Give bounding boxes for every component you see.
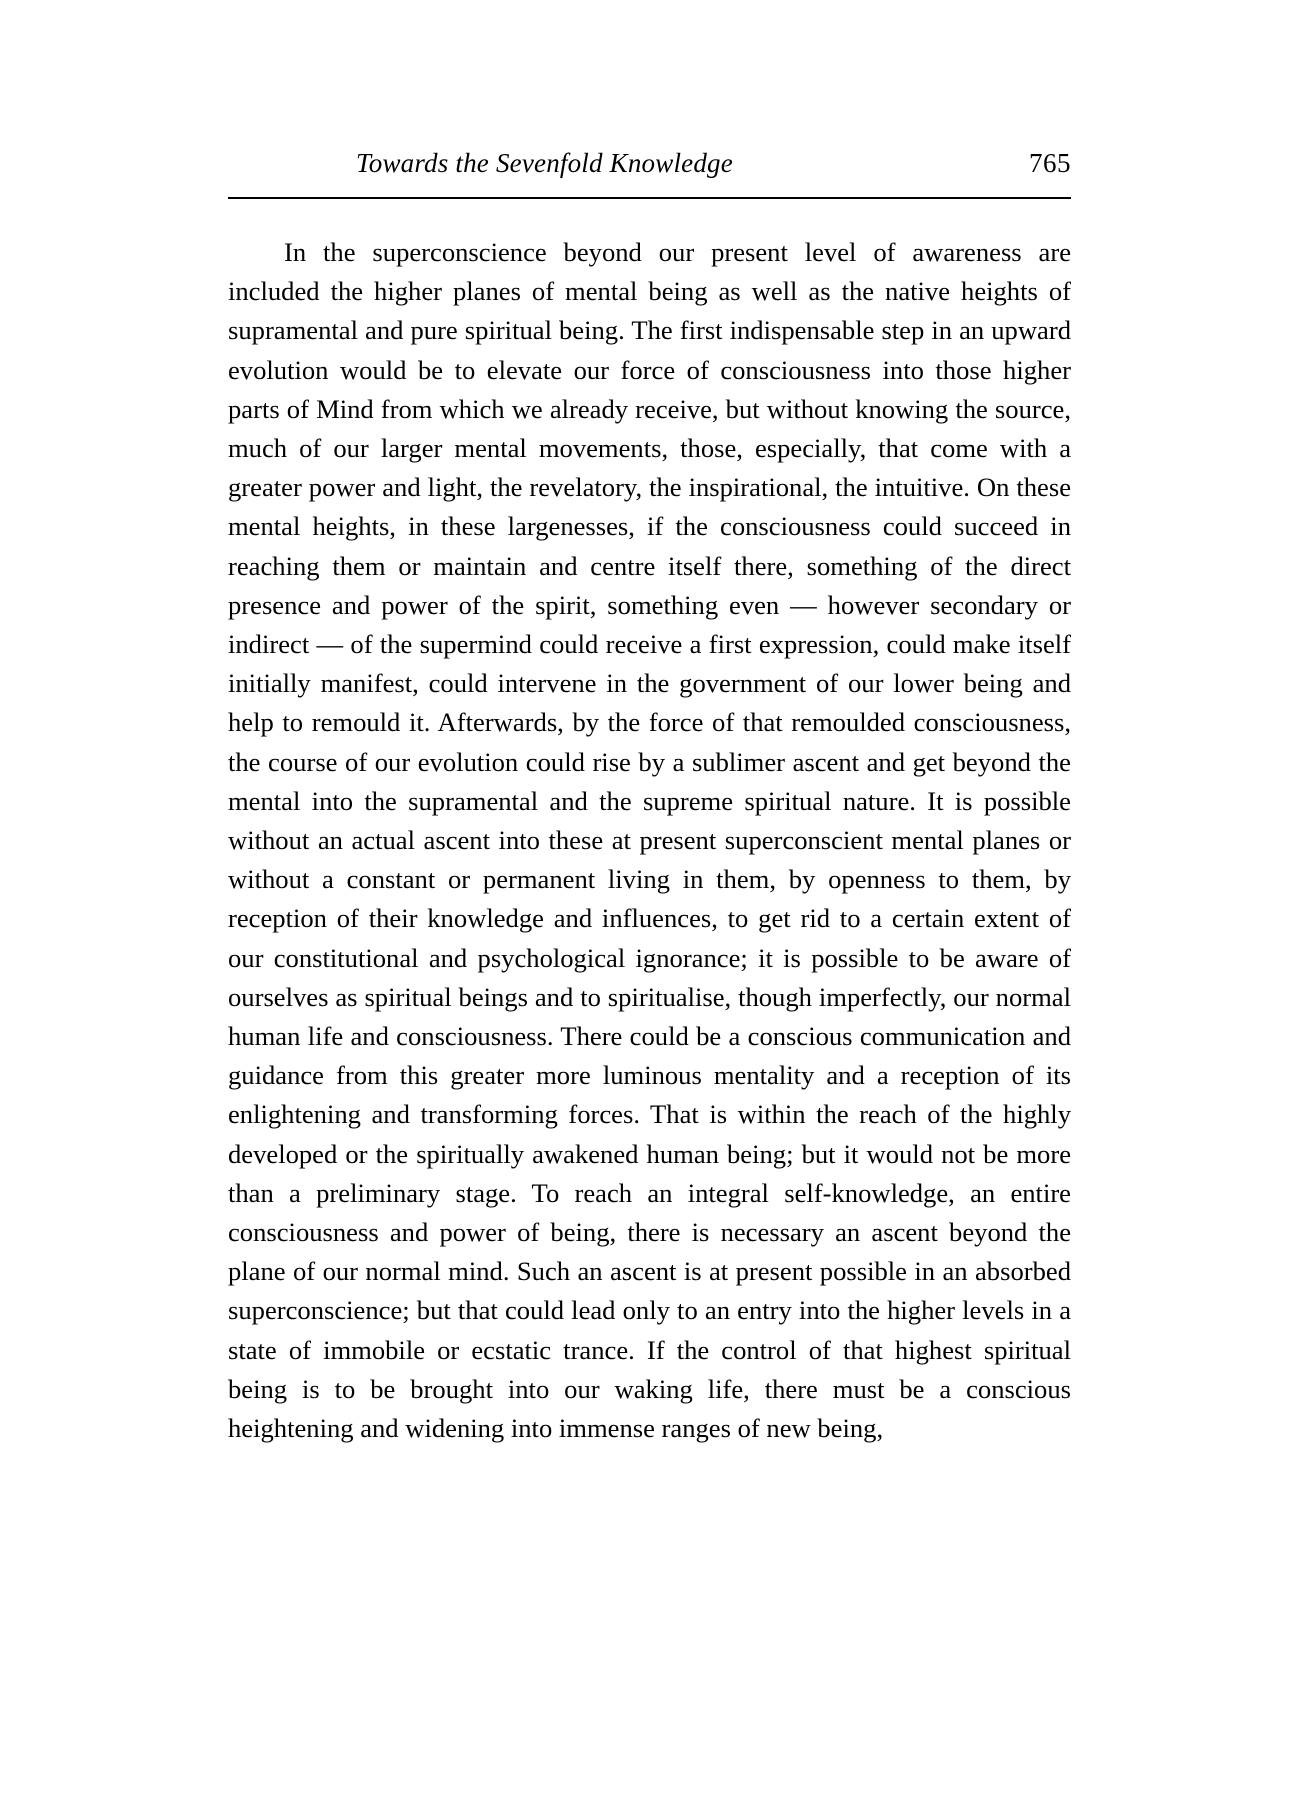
body-text: [228, 233, 1071, 1448]
page-content-frame: [228, 148, 1071, 1448]
header-rule: [228, 197, 1071, 199]
page-number: 765: [1029, 148, 1071, 178]
paragraph: In the superconscience beyond our present level of awareness are included the higher planes of mental being as well as the native heights of supramental and pure spiritual being. The first indispensable step in an upward evolution would be to elevate our force of consciousness into those higher parts of Mind from which we already receive, but without knowing the source, much of our larger mental movements, those, especially, that come with a greater power and light, the revelatory, the inspirational, the intuitive. On these mental heights, in these largenesses, if the consciousness could succeed in reaching them or maintain and centre itself there, something of the direct presence and power of the spirit, something even — however secondary or indirect — of the supermind could receive a first expression, could make itself initially manifest, could intervene in the government of our lower being and help to remould it. Afterwards, by the force of that remoulded consciousness, the course of our evolution could rise by a sublimer ascent and get beyond the mental into the supramental and the supreme spiritual nature. It is possible without an actual ascent into these at present superconscient mental planes or without a constant or permanent living in them, by openness to them, by reception of their knowledge and influences, to get rid to a certain extent of our constitutional and psychological ignorance; it is possible to be aware of ourselves as spiritual beings and to spiritualise, though imperfectly, our normal human life and consciousness. There could be a conscious communication and guidance from this greater more luminous mentality and a reception of its enlightening and transforming forces. That is within the reach of the highly developed or the spiritually awakened human being; but it would not be more than a preliminary stage. To reach an integral self-knowledge, an entire consciousness and power of being, there is necessary an ascent beyond the plane of our normal mind. Such an ascent is at present possible in an absorbed superconscience; but that could lead only to an entry into the higher levels in a state of immobile or ecstatic trance. If the control of that highest spiritual being is to be brought into our waking life, there must be a conscious heightening and widening into immense ranges of new being,: [228, 237, 1071, 1444]
running-head-title: Towards the Sevenfold Knowledge: [356, 148, 733, 178]
running-head: [228, 148, 1071, 188]
